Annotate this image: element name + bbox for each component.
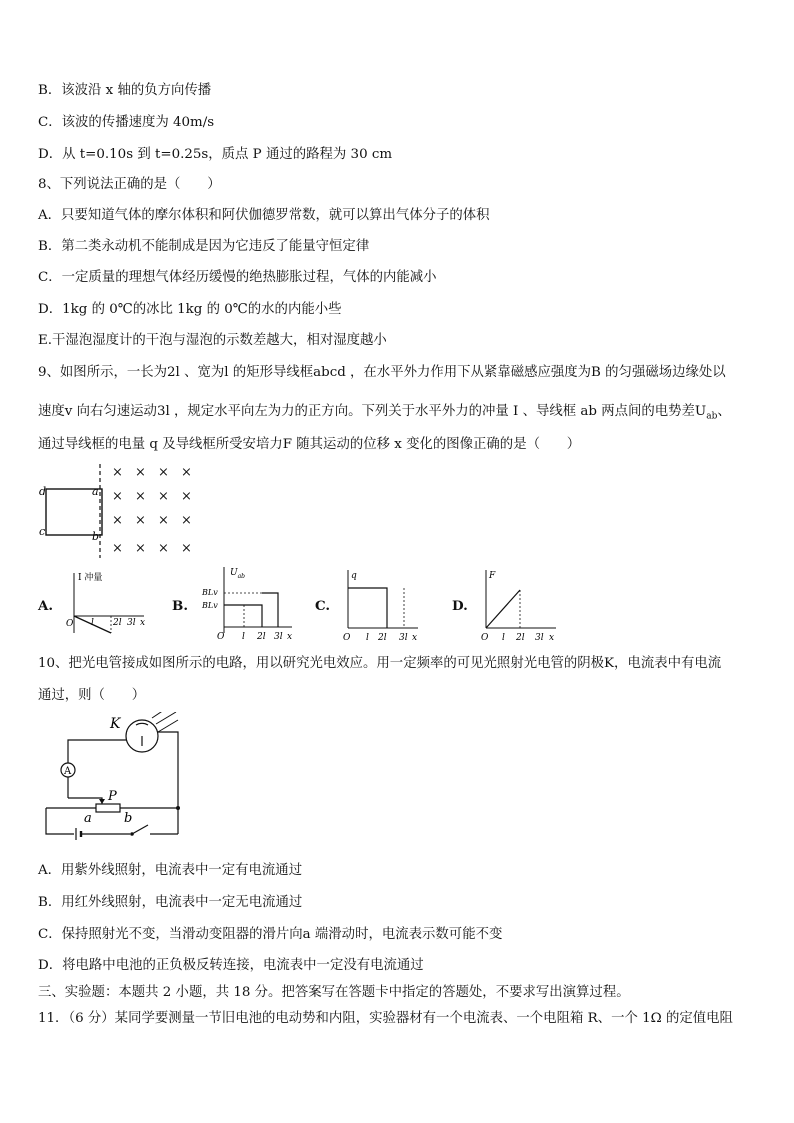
- q8-option-c: C．一定质量的理想气体经历缓慢的绝热膨胀过程，气体的内能减小: [38, 270, 437, 285]
- field-cross: ×: [181, 489, 192, 504]
- junction-dot: [176, 806, 180, 810]
- q7-option-d: D．从 t=0.10s 到 t=0.25s，质点 P 通过的路程为 30 cm: [38, 147, 393, 162]
- field-cross: ×: [135, 465, 146, 480]
- tick-2l: 2l: [516, 633, 525, 643]
- q10-option-b: B．用红外线照射，电流表中一定无电流通过: [38, 895, 303, 910]
- uab-segment-2: [262, 593, 278, 627]
- x-label: x: [412, 633, 418, 643]
- q9-stem-line2-text: 速度v 向右匀速运动3l ，规定水平向左为力的正方向。下列关于水平外力的冲量 I 、导线框 ab 两点间的电势差U: [38, 404, 707, 419]
- y-label: I 冲量: [78, 573, 103, 583]
- field-cross: ×: [181, 465, 192, 480]
- label-k: K: [110, 716, 121, 732]
- tick-l: l: [242, 632, 245, 642]
- q9-stem-line3: 通过导线框的电量 q 及导线框所受安培力F 随其运动的位移 x 变化的图像正确的是（ ）: [38, 437, 581, 452]
- tick-3l: 3l: [274, 632, 283, 642]
- tick-3l: 3l: [535, 633, 544, 643]
- wire-bottom-left: [46, 808, 74, 834]
- label-b: b: [92, 530, 100, 543]
- q8-stem: 8、下列说法正确的是（ ）: [38, 177, 221, 192]
- field-cross: ×: [112, 489, 123, 504]
- q7-option-b: B．该波沿 x 轴的负方向传播: [38, 83, 212, 98]
- q10-stem-line2: 通过，则（ ）: [38, 688, 146, 703]
- rheostat: [96, 804, 120, 812]
- x-label: x: [549, 633, 555, 643]
- tick-l: l: [366, 633, 369, 643]
- field-cross: ×: [181, 541, 192, 556]
- tick-2l: 2l: [113, 618, 122, 628]
- tick-2l: 2l: [378, 633, 387, 643]
- q8-option-e: E.干湿泡湿度计的干泡与湿泡的示数差越大，相对湿度越小: [38, 333, 387, 348]
- field-cross: ×: [158, 541, 169, 556]
- label-p: P: [108, 789, 117, 804]
- q9-graph-c: [338, 566, 428, 644]
- label-d: d: [39, 485, 47, 498]
- q9-stem-line2-end: 、: [717, 404, 731, 419]
- q9-graph-a: [64, 568, 154, 638]
- label-a: a: [92, 485, 99, 498]
- y-tick-lower: BLv: [202, 601, 218, 610]
- field-cross: ×: [181, 513, 192, 528]
- y-label: [230, 568, 245, 580]
- q10-circuit-figure: [38, 712, 188, 842]
- q8-option-b: B．第二类永动机不能制成是因为它违反了能量守恒定律: [38, 239, 370, 254]
- label-a-end: a: [84, 811, 92, 826]
- q11-stem: 11．（6 分）某同学要测量一节旧电池的电动势和内阻，实验器材有一个电流表、一个电阻箱 R、一个 1Ω 的定值电阻: [38, 1011, 733, 1026]
- q8-option-a: A．只要知道气体的摩尔体积和阿伏伽德罗常数，就可以算出气体分子的体积: [38, 208, 490, 223]
- tick-3l: 3l: [399, 633, 408, 643]
- q9-option-d-label: D.: [452, 598, 468, 614]
- section-3-heading: 三、实验题：本题共 2 小题，共 18 分。把答案写在答题卡中指定的答题处，不要求写出演算过程。: [38, 985, 630, 1000]
- tick-l: l: [91, 618, 94, 628]
- q9-stem-line2: [38, 403, 731, 426]
- field-cross: ×: [112, 465, 123, 480]
- y-label: F: [489, 571, 496, 581]
- q10-option-d: D．将电路中电池的正负极反转连接，电流表中一定没有电流通过: [38, 958, 424, 973]
- charge-graph: [348, 588, 387, 628]
- field-cross: ×: [158, 465, 169, 480]
- y-label: q: [351, 571, 357, 581]
- tick-2l: 2l: [257, 632, 266, 642]
- field-crosses: [112, 465, 192, 556]
- q9-uab-sub: ab: [706, 411, 718, 422]
- field-cross: ×: [158, 489, 169, 504]
- q9-graph-b: [194, 563, 294, 643]
- q10-option-c: C．保持照射光不变，当滑动变阻器的滑片向a 端滑动时，电流表示数可能不变: [38, 927, 503, 942]
- slider-arrow: [99, 799, 105, 804]
- field-cross: ×: [112, 541, 123, 556]
- field-cross: ×: [158, 513, 169, 528]
- tick-3l: 3l: [127, 618, 136, 628]
- x-label: x: [287, 632, 293, 642]
- uab-segment-1: [224, 605, 262, 627]
- q9-graph-d: [476, 566, 566, 644]
- q9-stem-line1: 9、如图所示，一长为2l 、宽为l 的矩形导线框abcd ，在水平外力作用下从紧靠磁感应强度为B 的匀强磁场边缘处以: [38, 365, 726, 380]
- field-cross: ×: [112, 513, 123, 528]
- y-label-u: U: [230, 568, 238, 578]
- field-cross: ×: [135, 513, 146, 528]
- field-cross: ×: [135, 541, 146, 556]
- label-c: c: [39, 525, 46, 538]
- q10-option-a: A．用紫外线照射，电流表中一定有电流通过: [38, 863, 303, 878]
- origin: O: [66, 619, 74, 629]
- light-ray-3: [158, 720, 178, 732]
- force-line: [486, 590, 520, 628]
- label-b-end: b: [124, 811, 133, 826]
- q8-option-d: D．1kg 的 0℃的冰比 1kg 的 0℃的水的内能小些: [38, 302, 342, 317]
- wire-right: [156, 732, 178, 807]
- q9-figure-coil-field: [36, 462, 196, 560]
- y-label-sub: ab: [237, 573, 246, 580]
- ammeter-label: A: [64, 766, 72, 777]
- tick-l: l: [502, 633, 505, 643]
- origin: O: [343, 633, 351, 643]
- wire-top-left: [68, 740, 130, 764]
- q9-option-c-label: C.: [315, 598, 331, 614]
- q9-option-a-label: A.: [38, 598, 54, 614]
- origin: O: [217, 632, 225, 642]
- y-tick-upper: BLv: [202, 588, 218, 597]
- q7-option-c: C．该波的传播速度为 40m/s: [38, 115, 215, 130]
- x-label: x: [140, 618, 146, 628]
- q9-option-b-label: B.: [172, 598, 188, 614]
- q10-stem-line1: 10、把光电管接成如图所示的电路，用以研究光电效应。用一定频率的可见光照射光电管的阴极K，电流表中有电流: [38, 656, 722, 671]
- switch-blade: [132, 825, 148, 834]
- origin: O: [481, 633, 489, 643]
- field-cross: ×: [135, 489, 146, 504]
